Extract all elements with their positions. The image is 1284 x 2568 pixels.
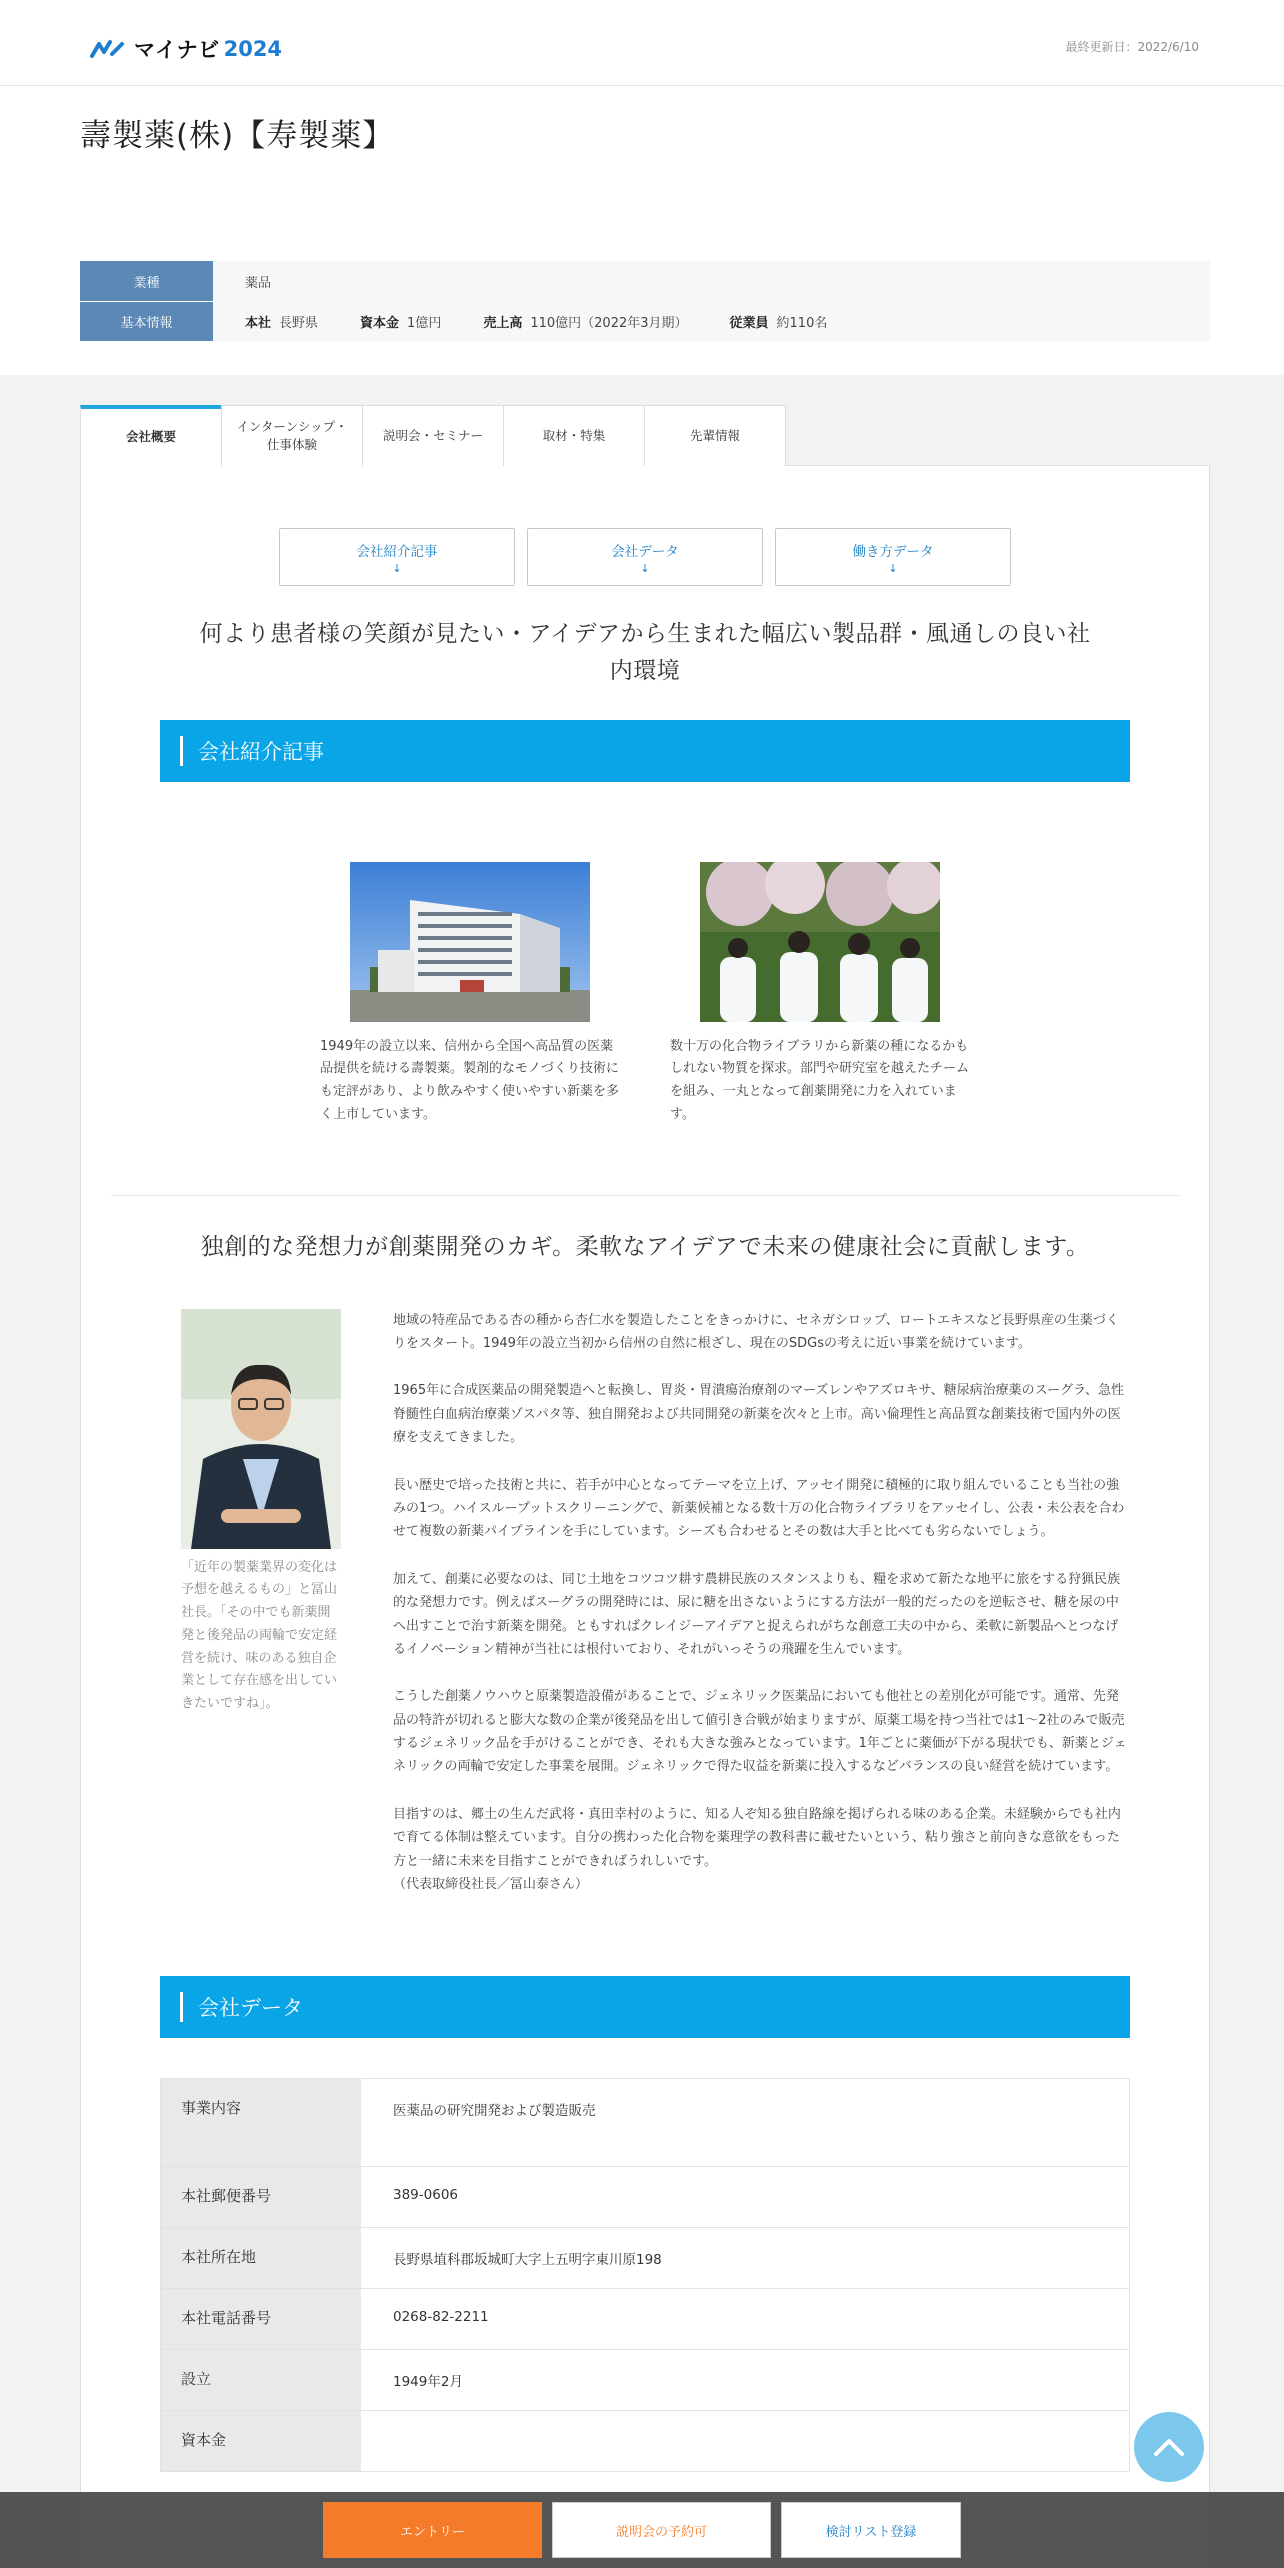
capital-key: 資本金: [360, 315, 400, 331]
arrow-down-icon: ↓: [640, 561, 650, 575]
story-paragraph: 長い歴史で培った技術と共に、若手が中心となってテーマを立上げ、アッセイ開発に積極的に取り組んでいることも当社の強みの1つ。ハイスループットスクリーニングで、新薬候補となる数十万の化合物ライブラリをアッセイし、公表・未公表を合わせて複数の新薬パイプラインを手にしています。シーズも合わせるとその数は大手と比べても劣らないでしょう。: [393, 1477, 1125, 1540]
story-paragraph: 目指すのは、郷土の生んだ武将・真田幸村のように、知る人ぞ知る独自路線を掲げられる味のある企業。未経験からでも社内で育てる体制は整えています。自分の携わった化合物を薬理学の教科書に載せたいという、粘り強さと前向きな意欲をもった方と一緒に未来を目指すことができればうれしいです。 （代表取締役社長／冨山泰さん）: [393, 1806, 1121, 1893]
story-side: [181, 1309, 341, 1921]
anchor-label: 会社紹介記事: [356, 543, 438, 560]
content-band: [0, 375, 1284, 2568]
data-key: 本社電話番号: [161, 2289, 361, 2349]
seminar-reserve-button[interactable]: 説明会の予約可: [552, 2502, 771, 2558]
portrait-caption: 「近年の製薬業界の変化は予想を越えるもの」と冨山社長。「その中でも新薬開発と後発品の両輪で安定経営を続け、味のある独自企業として存在感を出していきたいですね」。: [181, 1559, 338, 1712]
basic-info-label: 基本情報: [80, 301, 213, 341]
tab-features[interactable]: 取材・特集: [503, 405, 645, 466]
table-row: [161, 2166, 1129, 2227]
anchor-label: 働き方データ: [852, 543, 934, 560]
story-body: [393, 1309, 1129, 1921]
anchor-company-data[interactable]: [527, 528, 763, 586]
employees-key: 従業員: [729, 315, 769, 331]
basic-info-row: [80, 301, 1210, 341]
hq-key: 本社: [245, 315, 272, 331]
photo-card: [670, 862, 970, 1127]
photo-caption: 1949年の設立以来、信州から全国へ高品質の医薬品提供を続ける壽製薬。製剤的なモノづくり技術にも定評があり、より飲みやすく使いやすい新薬を多く上市しています。: [320, 1038, 620, 1122]
company-data-table: [160, 2078, 1130, 2472]
building-photo: [350, 862, 590, 1022]
data-value: 医薬品の研究開発および製造販売: [393, 2103, 596, 2120]
story-paragraph: 1965年に合成医薬品の開発製造へと転換し、胃炎・胃潰瘍治療剤のマーズレンやアズロキサ、糖尿病治療薬のスーグラ、急性脊髄性白血病治療薬ゾスパタ等、独自開発および共同開発の新薬を次々と上市。高い倫理性と高品質な創薬技術で国内外の医療を支えてきました。: [393, 1383, 1124, 1446]
company-info-table: [80, 261, 1210, 341]
entry-button[interactable]: エントリー: [323, 2502, 542, 2558]
basic-info-values: [213, 301, 1210, 341]
story-paragraph: こうした創薬ノウハウと原薬製造設備があることで、ジェネリック医薬品においても他社との差別化が可能です。通常、先発品の特許が切れると膨大な数の企業が後発品を出して値引き合戦が始まりますが、原薬工場を持つ当社では1～2社のみで販売するジェネリック品を手がけることができ、それも大きな強みとなっています。1年ごとに薬価が下がる現状でも、新薬とジェネリックの両輪で安定した事業を展開。ジェネリックで得た収益を新薬に投入するなどバランスの良い経営を続けています。: [393, 1689, 1127, 1775]
data-value: 長野県埴科郡坂城町大字上五明字東川原198: [393, 2252, 662, 2269]
photo-card: [320, 862, 620, 1127]
capital-item: [360, 312, 441, 331]
story-paragraph: 地域の特産品である杏の種から杏仁水を製造したことをきっかけに、セネガシロップ、ロートエキスなど長野県産の生薬づくりをスタート。1949年の設立当初から信州の自然に根ざし、現在のSDGsの考えに近い事業を続けています。: [393, 1312, 1119, 1351]
tab-seminar[interactable]: 説明会・セミナー: [362, 405, 504, 466]
arrow-down-icon: ↓: [392, 561, 402, 575]
company-tabs: [80, 405, 1284, 466]
anchor-company-article[interactable]: [279, 528, 515, 586]
section-company-data: 会社データ: [160, 1976, 1130, 2038]
anchor-work-data[interactable]: [775, 528, 1011, 586]
president-story: [181, 1309, 1129, 1921]
sales-item: [483, 312, 687, 331]
company-name: 壽製薬(株)【寿製薬】: [80, 118, 395, 154]
table-row: [161, 2349, 1129, 2410]
industry-label: 業種: [80, 261, 213, 301]
employees-item: [730, 312, 828, 331]
sales-value: 110億円（2022年3月期）: [530, 315, 688, 331]
table-row: [161, 2410, 1129, 2471]
data-key: 資本金: [161, 2411, 361, 2471]
president-portrait: [181, 1309, 341, 1549]
divider: [111, 1195, 1179, 1196]
data-key: 本社郵便番号: [161, 2167, 361, 2227]
mynavi-logo[interactable]: [90, 34, 282, 64]
data-value: 0268-82-2211: [393, 2309, 489, 2326]
anchor-links: [81, 466, 1209, 586]
capital-value: 1億円: [407, 315, 442, 331]
team-photo: [700, 862, 940, 1022]
hq-value: 長野県: [279, 315, 319, 331]
arrow-down-icon: ↓: [888, 561, 898, 575]
table-row: [161, 2288, 1129, 2349]
site-header: [0, 0, 1284, 86]
back-to-top-button[interactable]: [1134, 2412, 1204, 2482]
tab-seniors[interactable]: 先輩情報: [644, 405, 786, 466]
add-to-list-button[interactable]: 検討リスト登録: [781, 2502, 961, 2558]
overview-panel: [80, 465, 1210, 2568]
main-headline: 何より患者様の笑顔が見たい・アイデアから生まれた幅広い製品群・風通しの良い社内環境: [199, 621, 1091, 684]
logo-text: マイナビ: [134, 38, 220, 62]
sub-headline: 独創的な発想力が創薬開発のカギ。柔軟なアイデアで未来の健康社会に貢献します。: [200, 1233, 1090, 1260]
photo-grid: [81, 862, 1209, 1127]
photo-caption: 数十万の化合物ライブラリから新薬の種になるかもしれない物質を探求。部門や研究室を越えたチームを組み、一丸となって創薬開発に力を入れています。: [670, 1038, 970, 1122]
data-key: 設立: [161, 2350, 361, 2410]
tab-internship[interactable]: インターンシップ・ 仕事体験: [221, 405, 363, 466]
data-value: 1949年2月: [393, 2374, 463, 2391]
data-value: 389-0606: [393, 2187, 458, 2204]
chevron-up-icon: [1152, 2436, 1186, 2458]
data-key: 本社所在地: [161, 2228, 361, 2288]
table-row: [161, 2079, 1129, 2166]
anchor-label: 会社データ: [611, 543, 679, 560]
employees-value: 約110名: [776, 315, 828, 331]
bottom-action-bar: [0, 2492, 1284, 2568]
logo-year: 2024: [223, 37, 283, 61]
tab-overview[interactable]: 会社概要: [80, 405, 222, 466]
industry-value: 薬品: [213, 261, 1210, 301]
last-updated: 最終更新日：2022/6/10: [1065, 40, 1199, 54]
hq-item: [245, 312, 318, 331]
data-key: 事業内容: [161, 2079, 361, 2166]
sales-key: 売上高: [483, 315, 523, 331]
story-paragraph: 加えて、創薬に必要なのは、同じ土地をコツコツ耕す農耕民族のスタンスよりも、糧を求めて新たな地平に旅をする狩猟民族的な発想力です。例えばスーグラの開発時には、尿に糖を出さないようにする方法が一般的だったのを逆転させ、糖を尿の中へ出すことで治す新薬を開発。ともすればクレイジーアイデアと捉えられがちな創意工夫の中から、柔軟に新製品へとつなげるイノベーション精神が当社には根付いており、それがいっそうの飛躍を生んでいます。: [393, 1571, 1121, 1657]
table-row: [161, 2227, 1129, 2288]
company-block: [0, 86, 1284, 375]
industry-row: [80, 261, 1210, 301]
mynavi-logo-icon: [90, 38, 128, 60]
data-value: [361, 2411, 1129, 2471]
section-company-article: 会社紹介記事: [160, 720, 1130, 782]
